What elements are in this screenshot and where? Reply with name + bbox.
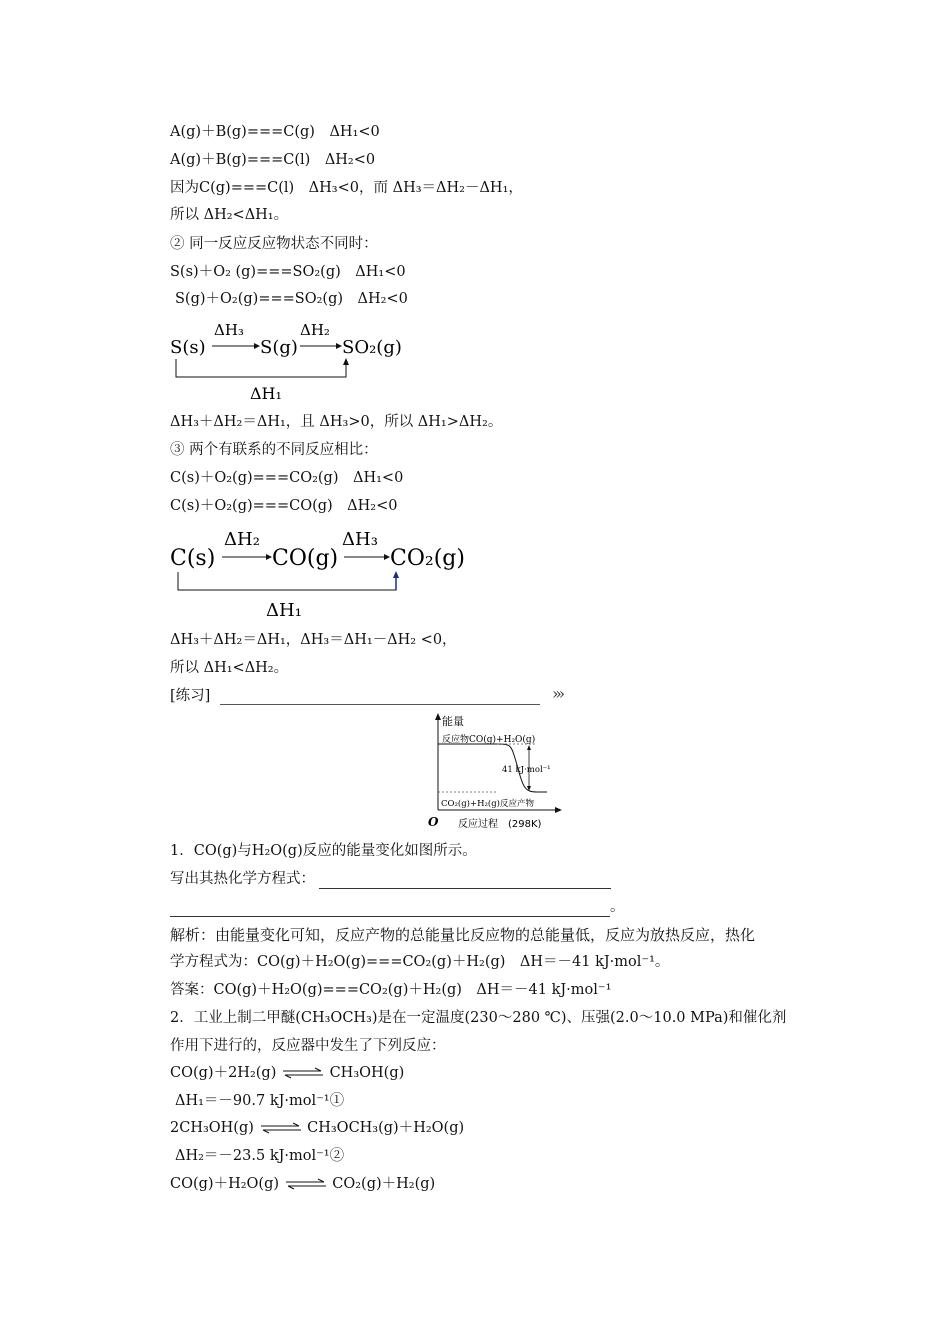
reaction-2-left: 2CH₃OH(g) xyxy=(170,1120,254,1136)
text-line-conclusion: 所以 ΔH₁<ΔH₂。 xyxy=(170,660,289,676)
label-dh1: ΔH₁ xyxy=(250,384,282,403)
sulfur-cycle-diagram xyxy=(168,315,428,405)
reaction-3-right: CO₂(g)＋H₂(g) xyxy=(332,1176,436,1192)
reaction-1-left: CO(g)＋2H₂(g) xyxy=(170,1065,277,1081)
node-so2-gas: SO₂(g) xyxy=(342,337,402,358)
practice-title: [练习] xyxy=(170,688,211,704)
q2-stem-1: 2．工业上制二甲醚(CH₃OCH₃)是在一定温度(230～280 ℃)、压强(2.0～10.0 MPa)和催化剂 xyxy=(170,1010,787,1026)
node-co-gas: CO(g) xyxy=(272,546,339,571)
eq-line-c-co2: C(s)＋O₂(g)===CO₂(g) ΔH₁<0 xyxy=(170,470,404,486)
subheading-2: ② 同一反应反应物状态不同时： xyxy=(170,236,378,252)
origin-label: O xyxy=(428,815,439,829)
reaction-2-right: CH₃OCH₃(g)＋H₂O(g) xyxy=(307,1120,465,1136)
xlabel: 反应过程 (298K) xyxy=(458,819,542,830)
eq-line-c-co: C(s)＋O₂(g)===CO(g) ΔH₂<0 xyxy=(170,498,398,514)
text-line-dh-sum: ΔH₃＋ΔH₂＝ΔH₁，且 ΔH₃>0，所以 ΔH₁>ΔH₂。 xyxy=(170,414,503,430)
equilibrium-arrow-icon xyxy=(261,1122,301,1134)
text-line-3: 因为C(g)===C(l) ΔH₃<0，而 ΔH₃＝ΔH₂－ΔH₁， xyxy=(170,180,523,196)
label-dh2: ΔH₂ xyxy=(300,321,330,339)
ylabel-energy: 能量 xyxy=(442,715,464,728)
carbon-cycle-diagram xyxy=(168,520,488,624)
label-dh3: ΔH₃ xyxy=(214,321,244,339)
label-dh3: ΔH₃ xyxy=(342,529,378,550)
reaction-2-dh: ΔH₂＝－23.5 kJ·mol⁻¹② xyxy=(175,1148,345,1164)
equilibrium-arrow-icon xyxy=(283,1067,323,1079)
node-c-solid: C(s) xyxy=(170,546,216,571)
equilibrium-arrow-icon xyxy=(286,1178,326,1190)
reaction-2 xyxy=(170,1118,464,1138)
reaction-1-right: CH₃OH(g) xyxy=(329,1065,405,1081)
subheading-3: ③ 两个有联系的不同反应相比： xyxy=(170,442,378,458)
energy-chart xyxy=(425,710,575,835)
reaction-3 xyxy=(170,1174,435,1194)
product-label: CO₂(g)+H₂(g)反应产物 xyxy=(441,799,534,809)
q1-analysis-2: 学方程式为：CO(g)＋H₂O(g)===CO₂(g)＋H₂(g) ΔH＝－41 kJ·mol⁻¹。 xyxy=(170,954,670,970)
eq-line-2: A(g)＋B(g)===C(l) ΔH₂<0 xyxy=(170,152,376,168)
q1-prompt: 写出其热化学方程式： xyxy=(170,869,611,889)
practice-header xyxy=(170,686,570,706)
q1-analysis-1: 解析：由能量变化可知，反应产物的总能量比反应物的总能量低，反应为放热反应，热化 xyxy=(170,926,756,944)
practice-arrows: ››› xyxy=(552,684,563,703)
eq-line-1: A(g)＋B(g)===C(g) ΔH₁<0 xyxy=(170,124,380,140)
q1-prompt-cont: 。 xyxy=(170,897,625,917)
q1-stem: 1．CO(g)与H₂O(g)反应的能量变化如图所示。 xyxy=(170,843,477,859)
text-line-dh3-relation: ΔH₃＋ΔH₂＝ΔH₁，ΔH₃＝ΔH₁－ΔH₂ <0， xyxy=(170,632,457,648)
delta-label: 41 kJ·mol⁻¹ xyxy=(502,765,551,775)
reaction-1 xyxy=(170,1063,404,1083)
q1-answer: 答案：CO(g)＋H₂O(g)===CO₂(g)＋H₂(g) ΔH＝－41 kJ·mol⁻¹ xyxy=(170,982,612,998)
eq-line-6: S(s)＋O₂ (g)===SO₂(g) ΔH₁<0 xyxy=(170,264,406,280)
label-dh2: ΔH₂ xyxy=(224,529,260,550)
label-dh1: ΔH₁ xyxy=(266,600,302,621)
reaction-1-dh: ΔH₁＝－90.7 kJ·mol⁻¹① xyxy=(175,1093,345,1109)
text-line-4: 所以 ΔH₂<ΔH₁。 xyxy=(170,207,289,223)
answer-blank-1[interactable] xyxy=(319,874,611,889)
node-s-gas: S(g) xyxy=(260,337,298,358)
q2-stem-2: 作用下进行的，反应器中发生了下列反应： xyxy=(170,1038,446,1054)
eq-line-7: S(g)＋O₂(g)===SO₂(g) ΔH₂<0 xyxy=(175,291,408,307)
answer-blank-2[interactable] xyxy=(170,902,610,917)
node-s-solid: S(s) xyxy=(170,337,206,358)
reaction-3-left: CO(g)＋H₂O(g) xyxy=(170,1176,280,1192)
reactant-label: 反应物CO(g)+H₂O(g) xyxy=(442,735,536,745)
node-co2-gas: CO₂(g) xyxy=(390,546,465,571)
